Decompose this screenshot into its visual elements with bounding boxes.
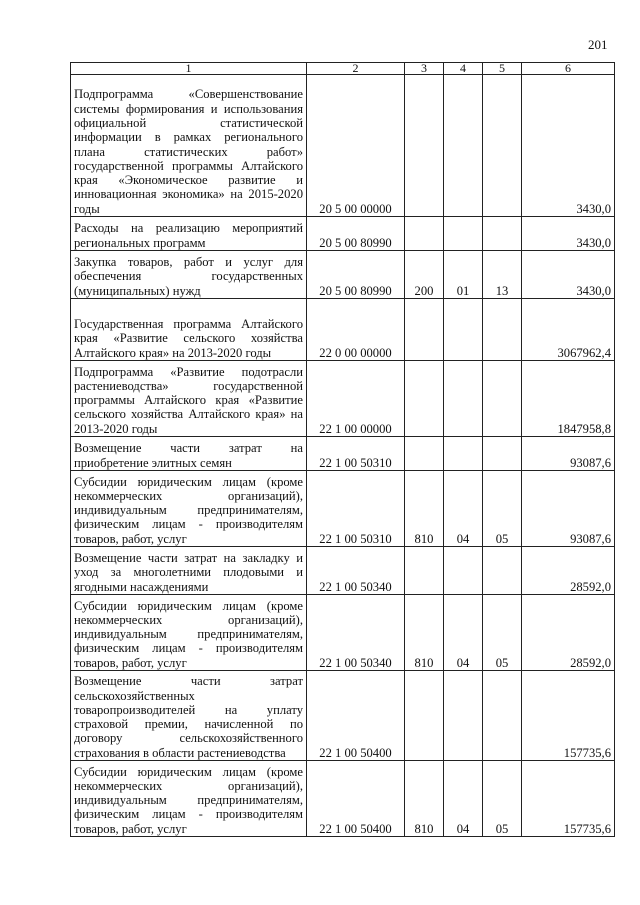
section-code	[444, 217, 483, 251]
section-code	[444, 361, 483, 437]
amount: 1847958,8	[522, 361, 615, 437]
target-code: 22 1 00 50400	[307, 671, 405, 761]
subsection-code	[483, 75, 522, 217]
amount: 93087,6	[522, 437, 615, 471]
amount: 3430,0	[522, 75, 615, 217]
column-header: 1	[71, 63, 307, 75]
subsection-code	[483, 217, 522, 251]
table-row	[71, 437, 615, 471]
column-header: 2	[307, 63, 405, 75]
target-code: 22 0 00 00000	[307, 299, 405, 361]
subsection-code: 05	[483, 761, 522, 837]
amount: 3067962,4	[522, 299, 615, 361]
target-code: 20 5 00 00000	[307, 75, 405, 217]
expense-type-code: 810	[405, 595, 444, 671]
subsection-code: 13	[483, 251, 522, 299]
subsection-code	[483, 671, 522, 761]
target-code: 22 1 00 50400	[307, 761, 405, 837]
table-row	[71, 217, 615, 251]
table-row	[71, 547, 615, 595]
section-code	[444, 75, 483, 217]
expense-name: Возмещение части затрат на закладку и уход за многолетними плодовыми и ягодными насаждениями	[71, 547, 307, 595]
section-code	[444, 547, 483, 595]
table-row	[71, 299, 615, 361]
table-row	[71, 75, 615, 217]
column-header: 5	[483, 63, 522, 75]
expense-type-code	[405, 437, 444, 471]
amount: 93087,6	[522, 471, 615, 547]
amount: 157735,6	[522, 671, 615, 761]
amount: 3430,0	[522, 217, 615, 251]
subsection-code	[483, 299, 522, 361]
section-code	[444, 671, 483, 761]
section-code: 04	[444, 471, 483, 547]
amount: 28592,0	[522, 547, 615, 595]
subsection-code: 05	[483, 595, 522, 671]
expense-type-code	[405, 671, 444, 761]
expense-type-code	[405, 547, 444, 595]
expense-name: Субсидии юридическим лицам (кроме некоммерческих организаций), индивидуальным предпринимателям, физическим лицам - производителям товаров, работ, услуг	[71, 595, 307, 671]
expense-name: Подпрограмма «Совершенствование системы формирования и использования официальной статистической информации в рамках регионального плана статистических работ» государственной программы Алтайского края «Экономическое развитие и инновационная экономика» на 2015-2020 годы	[71, 75, 307, 217]
column-header: 6	[522, 63, 615, 75]
expense-name: Субсидии юридическим лицам (кроме некоммерческих организаций), индивидуальным предпринимателям, физическим лицам - производителям товаров, работ, услуг	[71, 761, 307, 837]
target-code: 22 1 00 50310	[307, 437, 405, 471]
section-code	[444, 437, 483, 471]
column-header: 3	[405, 63, 444, 75]
expense-name: Возмещение части затрат на приобретение элитных семян	[71, 437, 307, 471]
expense-name: Государственная программа Алтайского края «Развитие сельского хозяйства Алтайского края» на 2013-2020 годы	[71, 299, 307, 361]
expense-type-code: 200	[405, 251, 444, 299]
budget-table	[70, 62, 615, 837]
expense-name: Возмещение части затрат сельскохозяйственных товаропроизводителей на уплату страховой премии, начисленной по договору сельскохозяйственного страхования в области растениеводства	[71, 671, 307, 761]
section-code	[444, 299, 483, 361]
header-row	[71, 63, 615, 75]
table-row	[71, 761, 615, 837]
target-code: 22 1 00 50310	[307, 471, 405, 547]
target-code: 22 1 00 00000	[307, 361, 405, 437]
subsection-code	[483, 437, 522, 471]
expense-type-code: 810	[405, 761, 444, 837]
table-row	[71, 251, 615, 299]
column-header: 4	[444, 63, 483, 75]
expense-name: Закупка товаров, работ и услуг для обеспечения государственных (муниципальных) нужд	[71, 251, 307, 299]
expense-type-code: 810	[405, 471, 444, 547]
expense-type-code	[405, 75, 444, 217]
subsection-code	[483, 547, 522, 595]
expense-name: Субсидии юридическим лицам (кроме некоммерческих организаций), индивидуальным предпринимателям, физическим лицам - производителям товаров, работ, услуг	[71, 471, 307, 547]
target-code: 22 1 00 50340	[307, 595, 405, 671]
expense-type-code	[405, 217, 444, 251]
amount: 157735,6	[522, 761, 615, 837]
expense-name: Подпрограмма «Развитие подотрасли растениеводства» государственной программы Алтайского края «Развитие сельского хозяйства Алтайского края» на 2013-2020 годы	[71, 361, 307, 437]
table-row	[71, 671, 615, 761]
amount: 28592,0	[522, 595, 615, 671]
subsection-code	[483, 361, 522, 437]
table-row	[71, 361, 615, 437]
table-row	[71, 595, 615, 671]
page-number: 201	[588, 37, 608, 52]
target-code: 20 5 00 80990	[307, 217, 405, 251]
table-row	[71, 471, 615, 547]
section-code: 04	[444, 595, 483, 671]
section-code: 01	[444, 251, 483, 299]
target-code: 20 5 00 80990	[307, 251, 405, 299]
expense-type-code	[405, 361, 444, 437]
section-code: 04	[444, 761, 483, 837]
amount: 3430,0	[522, 251, 615, 299]
expense-type-code	[405, 299, 444, 361]
expense-name: Расходы на реализацию мероприятий региональных программ	[71, 217, 307, 251]
subsection-code: 05	[483, 471, 522, 547]
target-code: 22 1 00 50340	[307, 547, 405, 595]
